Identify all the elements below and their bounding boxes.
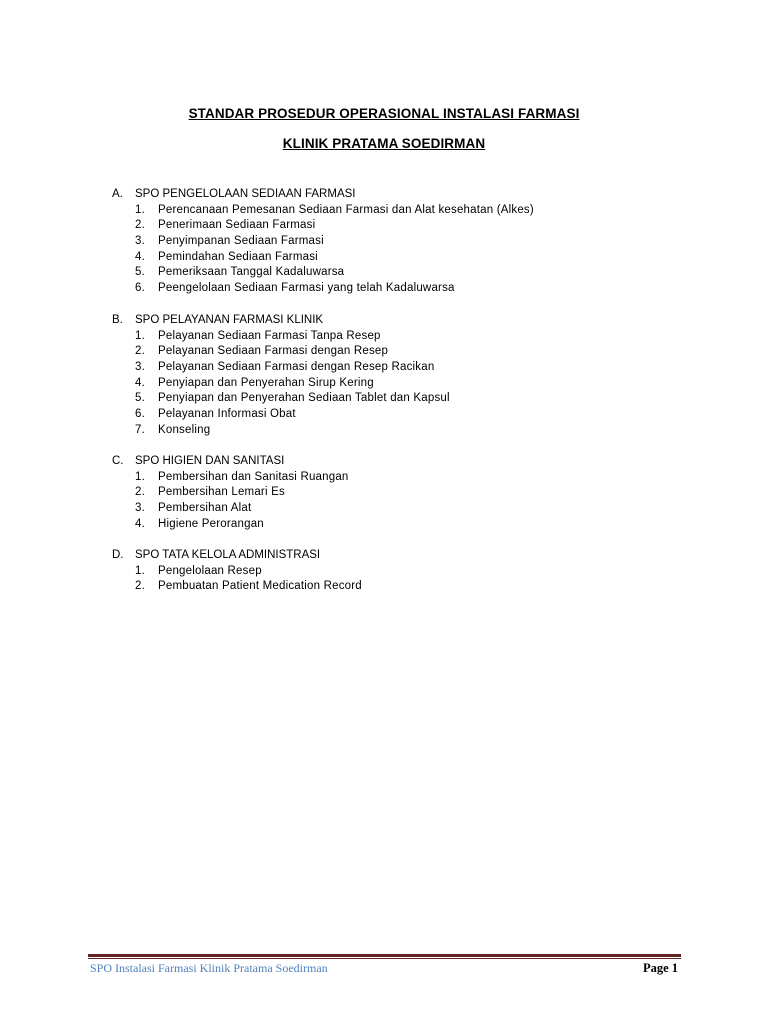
item-text: Perencanaan Pemesanan Sediaan Farmasi dan Alat kesehatan (Alkes)	[158, 203, 534, 216]
section-c	[112, 454, 349, 532]
section-title: SPO PELAYANAN FARMASI KLINIK	[135, 314, 324, 326]
list-item	[112, 407, 450, 423]
item-text: Penyiapan dan Penyerahan Sirup Kering	[158, 376, 374, 389]
item-text: Higiene Perorangan	[158, 517, 264, 530]
list-item	[112, 250, 534, 266]
section-heading	[112, 187, 534, 203]
item-number: 7.	[135, 423, 145, 436]
section-heading	[112, 313, 450, 329]
section-d	[112, 548, 362, 595]
list-item	[112, 470, 349, 486]
item-number: 1.	[135, 203, 145, 216]
item-text: Pembersihan Alat	[158, 502, 252, 515]
item-number: 3.	[135, 361, 145, 374]
item-number: 5.	[135, 392, 145, 405]
item-text: Pelayanan Sediaan Farmasi Tanpa Resep	[158, 329, 381, 342]
item-text: Pengelolaan Resep	[158, 564, 262, 577]
item-number: 2.	[135, 486, 145, 499]
section-heading	[112, 548, 362, 564]
list-item	[112, 329, 450, 345]
section-a	[112, 187, 534, 297]
item-text: Penerimaan Sediaan Farmasi	[158, 219, 316, 232]
item-text: Pemindahan Sediaan Farmasi	[158, 250, 318, 263]
item-number: 1.	[135, 564, 145, 577]
list-item	[112, 564, 362, 580]
item-number: 1.	[135, 329, 145, 342]
section-title: SPO TATA KELOLA ADMINISTRASI	[135, 549, 321, 561]
list-item	[112, 360, 450, 376]
list-item	[112, 265, 534, 281]
item-number: 4.	[135, 250, 145, 263]
item-text: Peengelolaan Sediaan Farmasi yang telah Kadaluwarsa	[158, 282, 455, 295]
list-item	[112, 391, 450, 407]
list-item	[112, 376, 450, 392]
item-text: Pembersihan Lemari Es	[158, 486, 285, 499]
item-number: 2.	[135, 219, 145, 232]
list-item	[112, 423, 450, 439]
item-text: Penyimpanan Sediaan Farmasi	[158, 235, 324, 248]
item-number: 4.	[135, 376, 145, 389]
item-number: 5.	[135, 266, 145, 279]
item-number: 3.	[135, 235, 145, 248]
page-number: Page 1	[642, 961, 678, 975]
footer-divider	[88, 954, 681, 957]
item-text: Pembersihan dan Sanitasi Ruangan	[158, 470, 349, 483]
section-title: SPO HIGIEN DAN SANITASI	[135, 455, 285, 467]
section-heading	[112, 454, 349, 470]
item-number: 4.	[135, 517, 145, 530]
item-text: Konseling	[158, 423, 211, 436]
item-number: 3.	[135, 502, 145, 515]
item-text: Pembuatan Patient Medication Record	[158, 580, 362, 593]
item-text: Pelayanan Informasi Obat	[158, 408, 296, 421]
list-item	[112, 281, 534, 297]
item-number: 6.	[135, 282, 145, 295]
section-b	[112, 313, 450, 439]
document-subtitle: KLINIK PRATAMA SOEDIRMAN	[282, 136, 486, 151]
item-text: Penyiapan dan Penyerahan Sediaan Tablet dan Kapsul	[158, 392, 450, 405]
document-title: STANDAR PROSEDUR OPERASIONAL INSTALASI FARMASI	[188, 106, 580, 121]
list-item	[112, 501, 349, 517]
section-letter: D.	[112, 549, 124, 561]
section-letter: A.	[112, 188, 123, 200]
footer-title: SPO Instalasi Farmasi Klinik Pratama Soedirman	[90, 961, 328, 975]
item-text: Pemeriksaan Tanggal Kadaluwarsa	[158, 266, 345, 279]
item-text: Pelayanan Sediaan Farmasi dengan Resep	[158, 345, 389, 358]
list-item	[112, 218, 534, 234]
item-number: 2.	[135, 580, 145, 593]
item-text: Pelayanan Sediaan Farmasi dengan Resep Racikan	[158, 361, 435, 374]
section-letter: B.	[112, 314, 123, 326]
section-letter: C.	[112, 455, 124, 467]
item-number: 1.	[135, 470, 145, 483]
list-item	[112, 485, 349, 501]
list-item	[112, 203, 534, 219]
list-item	[112, 344, 450, 360]
section-title: SPO PENGELOLAAN SEDIAAN FARMASI	[135, 188, 356, 200]
list-item	[112, 517, 349, 533]
footer-divider-thin	[88, 958, 681, 959]
list-item	[112, 579, 362, 595]
list-item	[112, 234, 534, 250]
item-number: 6.	[135, 408, 145, 421]
item-number: 2.	[135, 345, 145, 358]
